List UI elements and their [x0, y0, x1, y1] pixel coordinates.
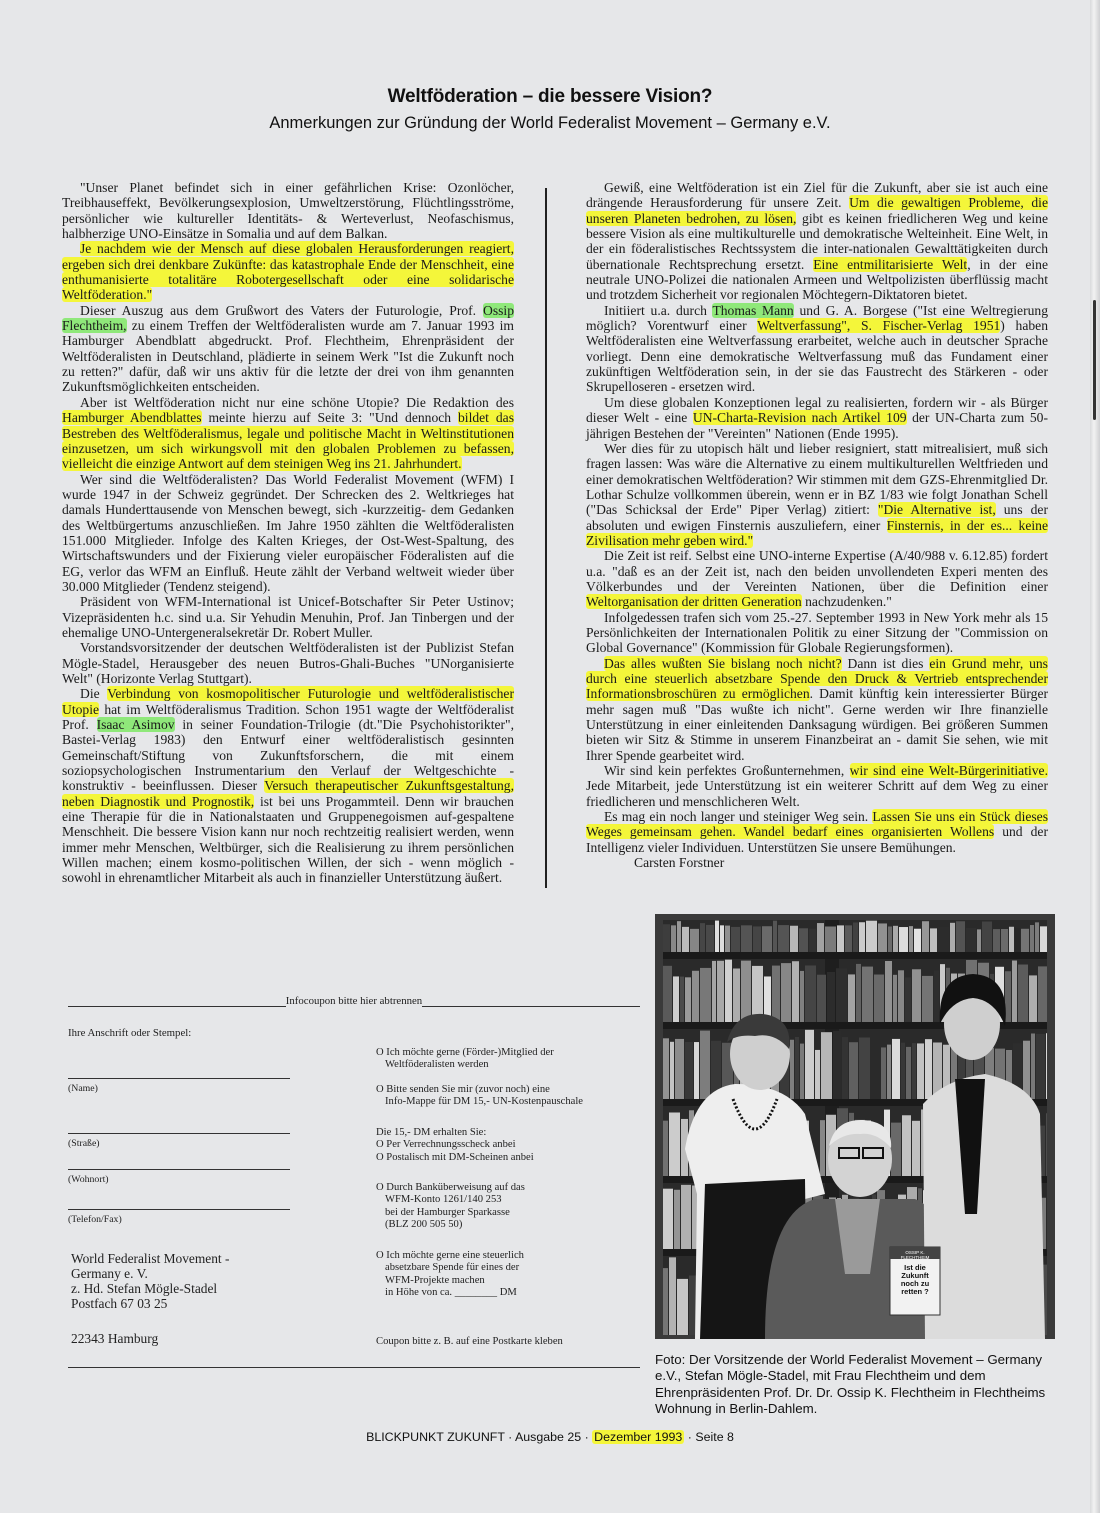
- highlighted-text: Um die gewaltigen Probleme, die unseren Planeten bedrohen, zu lösen,: [586, 195, 1048, 226]
- address-label: Ihre Anschrift oder Stempel:: [68, 1027, 192, 1039]
- book-spine: [1038, 966, 1047, 1022]
- street-field-label: (Straße): [68, 1138, 100, 1149]
- cut-rule-right: [422, 996, 640, 1007]
- book-spine: [817, 923, 824, 952]
- address-line4: Postfach 67 03 25: [71, 1296, 168, 1311]
- book-spine: [700, 968, 711, 1022]
- paragraph: [62, 180, 514, 241]
- book-spine: [901, 1043, 905, 1099]
- footer-page: · Seite 8: [684, 1430, 734, 1444]
- highlighted-text: Eine entmilitarisierte Welt: [813, 256, 968, 272]
- photo: [655, 914, 1055, 1339]
- book-spine: [715, 921, 719, 952]
- text-segment: Jede Mitarbeit, jede Unterstützung ist ein weiterer Schritt auf dem Weg zu einer friedlicheren und menschlicheren Welt.: [586, 778, 1048, 809]
- book-spine: [1030, 925, 1034, 952]
- paragraph: [586, 656, 1048, 763]
- text-segment: uns der absoluten und ewigen Finsternis auszuliefern, einer: [586, 502, 1048, 533]
- text-segment: Initiiert u.a. durch: [604, 302, 713, 318]
- option-cash[interactable]: O Postalisch mit DM-Scheinen anbei: [376, 1152, 534, 1163]
- book-spine: [725, 926, 730, 952]
- address-city: 22343 Hamburg: [71, 1331, 159, 1346]
- city-field[interactable]: [68, 1168, 290, 1185]
- book-spine: [800, 1044, 804, 1099]
- mailing-address: [71, 1251, 229, 1311]
- book-spine: [902, 1115, 911, 1176]
- book-spine: [694, 1042, 699, 1099]
- book-spine: [899, 927, 908, 952]
- book-spine: [795, 1037, 799, 1099]
- book-spine: [790, 1040, 794, 1099]
- article-column-right: [586, 180, 1048, 870]
- book-spine: [669, 1257, 676, 1335]
- highlighted-name: Thomas Mann: [712, 302, 794, 318]
- bank-line3: bei der Hamburger Sparkasse: [385, 1206, 510, 1218]
- highlighted-text: "Die Alternative ist,: [877, 502, 996, 518]
- book-spine: [878, 923, 887, 952]
- highlighted-text: Verbindung von kosmopolitischer Futurologie und weltföderalistischer Utopie: [62, 686, 514, 717]
- highlighted-text: Weltorganisation der dritten Generation: [586, 594, 802, 610]
- paragraph: [62, 303, 514, 395]
- book-spine: [663, 1189, 673, 1249]
- coupon-bottom-rule: [68, 1367, 640, 1368]
- book-spine: [934, 971, 939, 1022]
- book-spine: [827, 972, 835, 1022]
- book-spine: [930, 928, 937, 952]
- option-infomappe[interactable]: [376, 1084, 656, 1109]
- name-field[interactable]: [68, 1077, 290, 1094]
- text-segment: nachzudenken.": [801, 594, 892, 610]
- book-spine: [1005, 971, 1011, 1022]
- book-spine: [817, 975, 826, 1022]
- book-spine: [706, 925, 714, 952]
- book-spine: [922, 976, 933, 1022]
- book-spine: [912, 1043, 916, 1099]
- book-spine: [674, 1190, 680, 1249]
- book-spine: [741, 961, 751, 1022]
- book-spine: [881, 1047, 886, 1099]
- book-spine: [950, 923, 955, 952]
- book-spine: [725, 960, 732, 1022]
- street-field[interactable]: [68, 1132, 290, 1149]
- text-segment: Gewiß, eine Weltföderation ist ein Ziel für die Zukunft, aber sie ist auch eine drängende Herausforderung für unsere Zeit.: [586, 180, 1048, 211]
- book-spine: [820, 1120, 825, 1176]
- paragraph: [62, 395, 514, 472]
- text-segment: der UN-Charta zum 50-jährigen Bestehen der "Vereinten" Nationen (Ende 1995).: [586, 410, 1048, 441]
- text-segment: Es mag ein noch langer und steiniger Weg sein.: [604, 809, 873, 825]
- phone-field[interactable]: [68, 1208, 290, 1225]
- book-spine: [1046, 1033, 1047, 1099]
- book-spine: [1018, 965, 1028, 1022]
- text-segment: Die Zeit ist reif. Selbst eine UNO-interne Expertise (A/40/988 v. 6.12.85) fordert u.a. "daß es an der Zeit ist, nach den beiden unvollendeten Experi menten des Völkerbundes und der Vereinten Nationen, über die Definition einer: [586, 548, 1048, 594]
- book-spine: [1023, 1041, 1030, 1099]
- highlighted-text: ein Grund mehr, uns durch eine steuerlich absetzbare Spende den Druck & Vertrieb entsprechender Informationsbroschüren zu ermöglichen: [586, 655, 1048, 702]
- text-segment: gibt es keinen friedlicheren Weg und keine bessere Vision als eine multikulturelle und demokratische Welteinheit. Eine Welt, in der ein föderalistisches Rechtssystem die inter-nationalen Gewalttätigkeiten durch übernationale Rechtsprechung ersetzt.: [586, 210, 1049, 272]
- highlighted-text: wir sind eine Welt-Bürgerinitiative.: [849, 763, 1048, 779]
- book-spine: [671, 925, 676, 952]
- book-spine: [673, 976, 679, 1022]
- option-membership-line1: O Ich möchte gerne (Förder-)Mitglied der: [376, 1047, 554, 1058]
- paragraph: [586, 395, 1048, 441]
- highlighted-text: bildet das Bestreben des Weltföderalismus, legale und politische Macht in Weltinstitutionen einzusetzen, um sich wirkungsvoll mit den globalen Problemen zu befassen, vielleicht die einzige Antwort auf dem steinigen Weg ins 21. Jahrhundert.: [62, 410, 514, 472]
- book-spine: [773, 921, 777, 952]
- coupon-cut-line: [68, 995, 640, 1007]
- bank-line2: WFM-Konto 1261/140 253: [385, 1194, 502, 1206]
- book-spine: [856, 964, 861, 1022]
- city-field-label: (Wohnort): [68, 1174, 109, 1185]
- text-segment: Wer sind die Weltföderalisten? Das World Federalist Movement (WFM) I wurde 1947 in der Schweiz gegründet. Der Schrecken des 2. Weltkrieges hat damals Hunderttausende von Menschen bewegt, sich -kurzzeitig- dem Gedanken des Weltbürgertums anzuschließen. Im Jahre 1950 zählten die Weltföderalisten 151.000 Mitglieder. Infolge des Kalten Krieges, der Ost-West-Spaltung, des Wirtschaftswunders und der Fixierung vieler europäischer Föderalisten auf die EG, verlor das WFM an Einfluß. Heute zählt der Verband weltweit wieder über 30.000 Mitglieder (Tendenz steigend).: [62, 471, 514, 594]
- address-line2: Germany e. V.: [71, 1266, 148, 1281]
- book-spine: [1012, 961, 1017, 1022]
- book-spine: [866, 921, 877, 952]
- book-spine: [871, 1035, 880, 1099]
- book-spine: [993, 929, 1000, 952]
- book-spine: [821, 1032, 832, 1099]
- text-segment: Vorstandsvorsitzender der deutschen Weltföderalisten ist der Publizist Stefan Mögle-Stadel, Herausgeber des neuen Butros-Ghali-Buches "UNorganisierte Welt" (Horizonte Verlag Stuttgart).: [62, 640, 514, 686]
- author-signature: Carsten Forstner: [634, 855, 725, 871]
- donation-line3: WFM-Projekte machen: [385, 1274, 485, 1286]
- book-spine: [859, 922, 865, 952]
- highlighted-text: Lassen Sie uns ein Stück dieses Weges gemeinsam gehen. Wandel bedarf eines organisierten Wollens: [586, 809, 1048, 840]
- book-spine: [778, 925, 789, 952]
- book-spine: [1040, 926, 1047, 952]
- book-spine: [859, 1037, 870, 1099]
- text-segment: zu einem Treffen der Weltföderalisten wurde am 7. Januar 1993 im Hamburger Abendblatt abgedruckt. Prof. Flechtheim, Ehrenpräsident der Weltföderalisten in Deutschland, plädierte in seinem Werk "Ist die Zukunft noch zu retten?" dafür, daß wir uns aktiv für die letzte der drei von ihm genannten Zukunftsmöglichkeiten entscheiden.: [62, 318, 514, 395]
- book-spine: [692, 971, 699, 1022]
- photo-caption: Foto: Der Vorsitzende der World Federalist Movement – Germany e.V., Stefan Mögle-Stadel, mit Frau Flechtheim und dem Ehrenpräsidenten Prof. Dr. Dr. Ossip K. Flechtheim in Flechtheims Wohnung in Berlin-Dahlem.: [655, 1352, 1046, 1417]
- highlighted-name: Ossip Flechtheim,: [62, 302, 514, 334]
- highlighted-text: Finsternis, in der es... keine Zivilisation mehr geben wird.": [586, 517, 1048, 548]
- book-spine: [733, 968, 740, 1022]
- book-spine: [888, 926, 892, 952]
- book-spine: [892, 1039, 900, 1099]
- text-segment: Infolgedessen trafen sich vom 25.-27. September 1993 in New York mehr als 15 Persönlichkeiten der Internationalen Politik zu einer Sitzung der "Commission on Global Governance" (Kommission für Globale Regierungsformen).: [586, 609, 1048, 656]
- book-spine: [1046, 1113, 1047, 1176]
- highlighted-name: Isaac Asimov: [96, 717, 175, 733]
- book-spine: [956, 921, 965, 952]
- highlighted-text: Das alles wußten Sie bislang noch nicht?: [604, 655, 842, 671]
- paragraph: [62, 594, 514, 640]
- book-spine: [685, 1042, 693, 1099]
- paragraph: [586, 303, 1048, 395]
- paragraph: [586, 180, 1048, 303]
- paragraph: [62, 686, 514, 885]
- book-spine: [845, 925, 852, 952]
- book-spine: [898, 970, 904, 1022]
- footer-publication: BLICKPUNKT ZUKUNFT · Ausgabe 25 ·: [366, 1430, 593, 1444]
- donation-line1: O Ich möchte gerne eine steuerlich: [376, 1250, 524, 1261]
- book-spine: [1015, 928, 1020, 952]
- book-spine: [809, 929, 816, 952]
- book-spine: [712, 961, 716, 1022]
- book-spine: [966, 928, 976, 952]
- book-spine: [741, 925, 752, 952]
- option-membership[interactable]: [376, 1047, 656, 1072]
- donation-line2: absetzbare Spende für eines der: [385, 1262, 520, 1274]
- highlighted-text: Weltverfassung", S. Fischer-Verlag 1951: [757, 318, 1001, 334]
- book-spine: [772, 966, 780, 1022]
- book-spine: [663, 966, 672, 1022]
- coupon-cut-text: Infocoupon bitte hier abtrennen: [285, 995, 423, 1007]
- book-spine: [700, 1031, 710, 1099]
- article-subtitle: Anmerkungen zur Gründung der World Federalist Movement – Germany e.V.: [269, 114, 831, 132]
- highlighted-text: UN-Charta-Revision nach Artikel 109: [692, 410, 907, 426]
- highlighted-text: Versuch therapeutischer Zukunftsgestaltung, neben Diagnostik und Prognostik,: [62, 778, 514, 809]
- book-spine: [717, 961, 724, 1022]
- book-spine: [792, 961, 799, 1022]
- book-spine: [663, 1038, 669, 1099]
- book-spine: [912, 969, 921, 1022]
- highlighted-text: Je nachdem wie der Mensch auf diese globalen Herausforderungen reagiert, ergeben sich drei denkbare Zukünfte: das katastrophale Ende der Menschheit, eine enthumanisierte totalitäre Robotergesellschaft oder eine solidarische Weltföderation.": [62, 241, 514, 303]
- book-spine: [891, 1123, 901, 1176]
- book-spine: [977, 929, 981, 952]
- phone-field-line[interactable]: [68, 1208, 290, 1210]
- book-spine: [837, 925, 844, 952]
- address-line1: World Federalist Movement -: [71, 1251, 230, 1266]
- book-spine: [753, 926, 761, 952]
- book-spine: [982, 922, 992, 952]
- book-spine: [1031, 1033, 1035, 1099]
- book-title-text: Ist die Zukunft noch zu retten ?: [900, 1263, 930, 1296]
- column-divider: [545, 188, 547, 888]
- text-segment: . Damit künftig kein interessierter Bürger mehr sagen muß "Das wußte ich nicht". Gerne werden wir Ihre finanzielle Unterstützung in einer einleitenden Danksagung würdigen. Bei größeren Summen bieten wir Sitz & Stimme in unserem Finanzbeirat an - damit Sie sehen, wie mit Ihrer Spende gearbeitet wird.: [586, 686, 1048, 763]
- text-segment: Aber ist Weltföderation nicht nur eine schöne Utopie? Die Redaktion des: [80, 394, 514, 410]
- book-spine: [680, 977, 684, 1022]
- text-segment: ist bei uns Progammteil. Denn wir brauchen eine Therapie für die in Nationalstaaten und Gruppenegoismen auf-gespaltene Menschheit. Die bessere Vision kann nur noch rechtzeitig realisiert werden, wenn immer mehr Menschen, Weltbürger, sich die Realisierung zu ihrem persönlichen Willen machen; einem kosmo-politischen Willen, der sich - wenn möglich - sowohl in ehrenamtlicher Mitarbeit als auch in finanzieller Unterstützung äußert.: [62, 793, 514, 886]
- book-spine: [752, 966, 763, 1022]
- option-membership-line2: Weltföderalisten werden: [385, 1059, 489, 1071]
- article-title: Weltföderation – die bessere Vision?: [387, 86, 713, 107]
- book-spine: [833, 1031, 841, 1099]
- address-line3: z. Hd. Stefan Mögle-Stadel: [71, 1281, 218, 1296]
- book-spine: [914, 929, 921, 952]
- paragraph: [586, 809, 1048, 855]
- text-segment: , in der eine neutrale UNO-Polizei die nationalen Armeen und Weltpolizisten überflüssig macht und trotzdem Sicherheit vor regionalen Möchtegern-Diktatoren bietet.: [586, 256, 1048, 303]
- name-field-label: (Name): [68, 1083, 98, 1094]
- book-spine: [922, 921, 929, 952]
- paragraph: [62, 640, 514, 686]
- book-spine: [663, 1268, 668, 1335]
- paragraph: [586, 548, 1048, 609]
- book-spine: [790, 926, 798, 952]
- option-cheque[interactable]: O Per Verrechnungsscheck anbei: [376, 1139, 516, 1150]
- text-segment: Wer dies für zu utopisch hält und lieber resigniert, statt mitrealisiert, muß sich fragen lassen: Was wäre die Alternative zu einem multikulturellen Weltfrieden und einer demokratischen Weltföderation? Wir stimmen mit dem GZS-Ehrenmitglied Dr. Lothar Schulze vollkommen überein, wenn er in BZ 1/83 wie folgt Jonathan Schell ("Das Schicksal der Erde" Piper Verlag) zitiert:: [586, 440, 1048, 518]
- footer-date: Dezember 1993: [594, 1430, 683, 1444]
- text-segment: Um diese globalen Konzeptionen legal zu realisierten, fordern wir - als Bürger dieser Welt - eine: [586, 394, 1048, 426]
- book-spine: [682, 927, 689, 952]
- book-spine: [700, 923, 705, 952]
- article-column-left: [62, 180, 514, 886]
- book-spine: [799, 928, 808, 952]
- book-spine: [675, 1039, 684, 1099]
- phone-field-label: (Telefon/Fax): [68, 1214, 122, 1225]
- page-footer: [0, 1430, 1100, 1444]
- payment-heading: Die 15,- DM erhalten Sie:: [376, 1127, 487, 1138]
- book-spine: [887, 1045, 891, 1099]
- text-segment: und der Intelligenz vieler Individuen. Unterstützen Sie unsere Bemühungen.: [586, 824, 1048, 855]
- book-spine: [848, 974, 855, 1022]
- option-infomappe-line1: O Bitte senden Sie mir (zuvor noch) eine: [376, 1084, 550, 1095]
- book-spine: [805, 1030, 814, 1099]
- book-spine: [670, 1042, 674, 1099]
- book-spine: [849, 1042, 858, 1099]
- book-spine: [762, 926, 772, 952]
- text-segment: hat im Weltföderalismus Tradition. Schon 1951 wagte der Weltföderalist Prof.: [62, 701, 514, 733]
- text-segment: ) haben Weltföderalisten eine Weltverfassung erarbeitet, welche auch in deutscher Sprache vorliegt. Denn eine demokratische Weltverfassung muß das Fundament einer zukünftigen Weltföderation sein, in der sie das Faustrecht des Stärkeren - oder Skrupelloseren - ersetzen wird.: [586, 318, 1048, 395]
- book-spine: [885, 961, 892, 1022]
- book-spine: [905, 977, 911, 1022]
- book-spine: [1001, 929, 1008, 952]
- book-spine: [681, 1185, 691, 1249]
- name-field-line[interactable]: [68, 1077, 290, 1079]
- paragraph: [586, 441, 1048, 548]
- article-header: [0, 86, 1100, 133]
- paragraph: [586, 763, 1048, 809]
- donation-line4: in Höhe von ca. ________ DM: [385, 1287, 517, 1299]
- text-segment: in seiner Foundation-Trilogie (dt."Die Psychohistorikter", Bastei-Verlag 1983) den Entwurf einer weltföderalistisch gesinnten Gemeinschaft/Stiftung von Zukunftsforschern, die mit einem soziopsychologischen Instrumentarium den Verlauf der Weltgeschichte - konstruktiv - beeinflussen. Dieser: [62, 717, 514, 794]
- option-infomappe-line2: Info-Mappe für DM 15,- UN-Kostenpauschale: [385, 1096, 583, 1108]
- book-spine: [677, 1279, 688, 1335]
- cut-rule-left: [68, 996, 286, 1007]
- coupon-note: Coupon bitte z. B. auf eine Postkarte kleben: [376, 1336, 563, 1347]
- page-edge: [1090, 0, 1100, 1513]
- paragraph: [586, 610, 1048, 656]
- bank-line4: (BLZ 200 505 50): [385, 1219, 463, 1231]
- book-spine: [720, 925, 724, 952]
- book-spine: [690, 929, 699, 952]
- book-spine: [893, 975, 897, 1022]
- book-spine: [917, 1043, 924, 1099]
- paragraph: [62, 472, 514, 595]
- book-spine: [663, 924, 670, 952]
- book-spine: [862, 967, 873, 1022]
- book-spine: [663, 1121, 668, 1176]
- bank-line1: O Durch Banküberweisung auf das: [376, 1182, 525, 1193]
- text-segment: meinte hierzu auf Seite 3: "Und dennoch: [201, 410, 458, 426]
- paragraph: [62, 241, 514, 302]
- book-spine: [912, 1121, 920, 1176]
- book-spine: [893, 926, 898, 952]
- book-author-text: OSSIP K. FLECHTHEIM: [900, 1250, 930, 1260]
- book-spine: [677, 921, 681, 952]
- book-spine: [825, 926, 836, 952]
- text-segment: Dieser Auszug aus dem Grußwort des Vaters der Futurologie, Prof.: [80, 302, 484, 318]
- city-field-line[interactable]: [68, 1168, 290, 1170]
- text-segment: Wir sind kein perfektes Großunternehmen,: [604, 763, 850, 779]
- book-spine: [669, 1112, 680, 1176]
- book-spine: [909, 926, 913, 952]
- street-field-line[interactable]: [68, 1132, 290, 1134]
- book-spine: [1036, 1034, 1045, 1099]
- book-spine: [906, 1047, 911, 1099]
- book-spine: [731, 927, 740, 952]
- book-spine: [938, 927, 949, 952]
- book-spine: [836, 968, 847, 1022]
- book-spine: [1035, 922, 1039, 952]
- info-coupon: [68, 995, 640, 1347]
- book-spine: [815, 1050, 820, 1099]
- text-segment: Dann ist dies: [841, 655, 930, 671]
- text-segment: und G. A. Borgese ("Ist eine Weltregierung möglich? Vorentwurf einer: [586, 302, 1049, 334]
- book-spine: [1021, 929, 1029, 952]
- book-spine: [925, 1039, 932, 1099]
- book-spine: [1009, 927, 1014, 952]
- option-donation[interactable]: [376, 1250, 656, 1300]
- option-bank-transfer[interactable]: [376, 1182, 656, 1232]
- text-segment: Die: [80, 686, 108, 702]
- book-spine: [874, 975, 884, 1022]
- book-spine: [1029, 975, 1037, 1022]
- highlighted-text: Hamburger Abendblattes: [62, 410, 202, 426]
- text-segment: "Unser Planet befindet sich in einer gefährlichen Krise: Ozonlöcher, Treibhauseffekt, Bevölkerungsexplosion, Umweltzerstörung, Flüchtlingsströme, persönlicher wie kultureller Identitäts- & Werteverlust, Neofaschismus, halbherzige UNO-Einsätze in Somalia und auf dem Balkan.: [62, 180, 514, 242]
- book-spine: [781, 963, 791, 1022]
- book-spine: [842, 1037, 848, 1099]
- text-segment: Präsident von WFM-International ist Unicef-Botschafter Sir Peter Ustinov; Vizepräsidenten h.c. sind u.a. Sir Yehudin Menuhin, Prof. Jan Tinbergen und der ehemalige UNO-Untergeneralsekretär Dr. Robert Muller.: [62, 594, 514, 640]
- book-spine: [853, 922, 858, 952]
- book-spine: [685, 977, 691, 1022]
- photo-illustration: [655, 914, 1055, 1339]
- book-spine: [805, 965, 816, 1022]
- book-spine: [800, 971, 804, 1022]
